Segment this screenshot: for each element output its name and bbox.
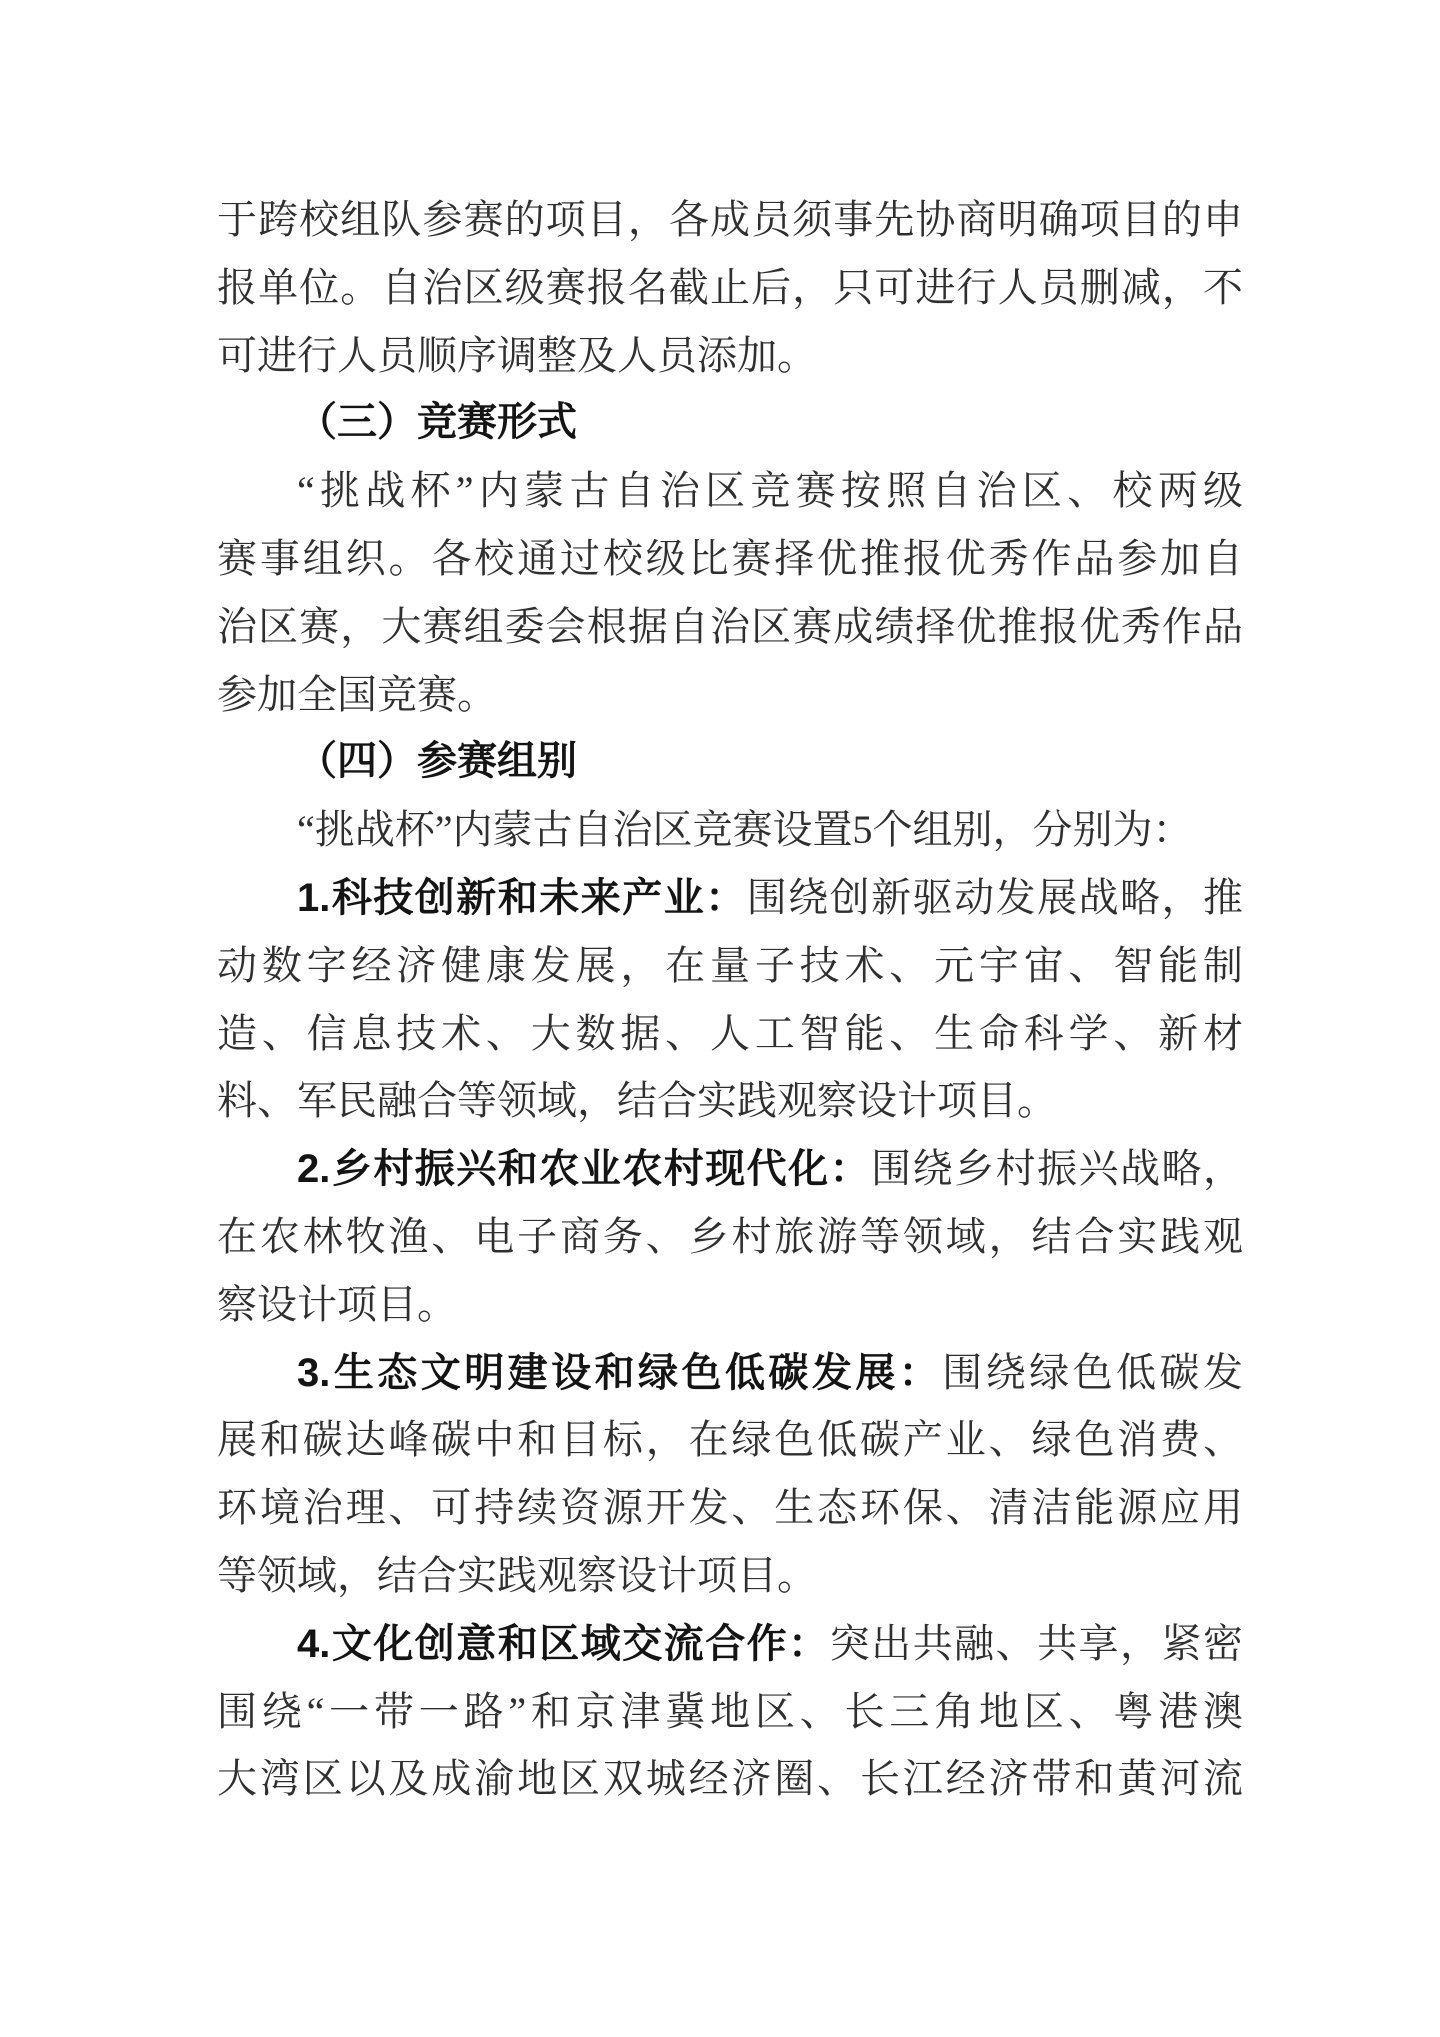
- item-title-label: 2.乡村振兴和农业农村现代化：: [297, 1147, 872, 1192]
- document-text-block: [217, 186, 1243, 1813]
- text-line: 围绕“一带一路”和京津冀地区、长三角地区、粤港澳: [217, 1688, 1243, 1734]
- item-body-text: 围绕创新驱动发展战略，推: [746, 874, 1244, 920]
- text-line: 动数字经济健康发展，在量子技术、元宇宙、智能制: [217, 942, 1243, 988]
- text-line: 于跨校组队参赛的项目，各成员须事先协商明确项目的申: [217, 197, 1243, 242]
- item-title-label: 3.生态文明建设和绿色低碳发展：: [297, 1350, 943, 1395]
- text-line: 在农林牧渔、电子商务、乡村旅游等领域，结合实践观: [217, 1213, 1243, 1259]
- item-body-text: 围绕乡村振兴战略，: [871, 1146, 1244, 1192]
- section-heading: （四）参赛组别: [297, 739, 577, 784]
- text-line: 等领域，结合实践观察设计项目。: [217, 1552, 817, 1598]
- text-line: [217, 1135, 1243, 1203]
- text-line: 治区赛，大赛组委会根据自治区赛成绩择优推报优秀作品: [217, 603, 1243, 649]
- text-line: “挑战杯”内蒙古自治区竞赛按照自治区、校两级: [297, 468, 1243, 514]
- text-line: [217, 1610, 1243, 1678]
- text-line: 参加全国竞赛。: [217, 671, 497, 717]
- item-body-text: 突出共融、共享，紧密: [829, 1620, 1244, 1666]
- item-title-label: 4.文化创意和区域交流合作：: [297, 1621, 830, 1666]
- text-line: [217, 864, 1243, 932]
- text-line: 报单位。自治区级赛报名截止后，只可进行人员删减，不: [217, 264, 1243, 310]
- section-heading: （三）竞赛形式: [297, 400, 577, 445]
- text-line: 大湾区以及成渝地区双城经济圈、长江经济带和黄河流: [217, 1756, 1243, 1802]
- text-line: 赛事组织。各校通过校级比赛择优推报优秀作品参加自: [217, 535, 1243, 581]
- text-line: [217, 1339, 1243, 1407]
- text-line: 环境治理、可持续资源开发、生态环保、清洁能源应用: [217, 1485, 1243, 1531]
- item-body-text: 围绕绿色低碳发: [942, 1349, 1244, 1395]
- text-line: 察设计项目。: [217, 1281, 457, 1327]
- text-line: 造、信息技术、大数据、人工智能、生命科学、新材: [217, 1010, 1243, 1056]
- text-line: “挑战杯”内蒙古自治区竞赛设置5个组别，分别为：: [297, 807, 1193, 853]
- text-line: 料、军民融合等领域，结合实践观察设计项目。: [217, 1078, 1057, 1124]
- text-line: 可进行人员顺序调整及人员添加。: [217, 332, 817, 378]
- item-title-label: 1.科技创新和未来产业：: [297, 875, 747, 920]
- text-line: 展和碳达峰碳中和目标，在绿色低碳产业、绿色消费、: [217, 1417, 1243, 1463]
